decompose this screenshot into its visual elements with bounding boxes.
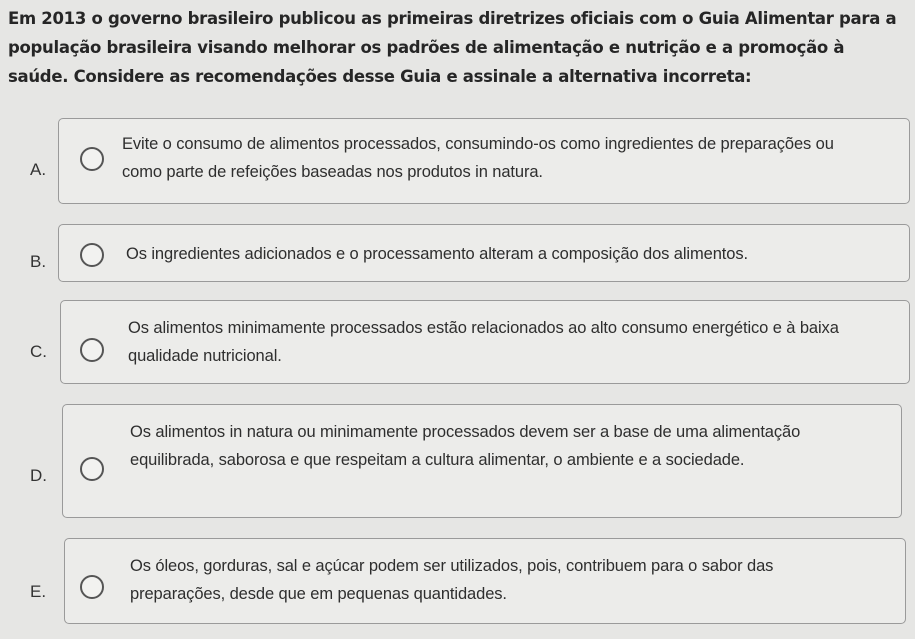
option-a-letter: A. xyxy=(30,160,47,179)
option-c-letter: C. xyxy=(30,342,47,361)
option-a-radio[interactable] xyxy=(80,147,104,171)
option-b-radio[interactable] xyxy=(80,243,104,267)
option-c-radio[interactable] xyxy=(80,338,104,362)
question-text: Em 2013 o governo brasileiro publicou as primeiras diretrizes oficiais com o Guia Alimentar para a população brasileira visando melhorar os padrões de alimentação e nutrição e a promoção à saúde. Considere as recomendações desse Guia e assinale a alternativa incorreta: xyxy=(8,9,897,86)
option-c-text: Os alimentos minimamente processados estão relacionados ao alto consumo energético e à baixa qualidade nutricional. xyxy=(128,319,839,365)
option-d-letter: D. xyxy=(30,466,47,485)
option-d-text: Os alimentos in natura ou minimamente processados devem ser a base de uma alimentação equilibrada, saborosa e que respeitam a cultura alimentar, o ambiente e a sociedade. xyxy=(130,423,801,469)
option-b-letter: B. xyxy=(30,252,47,271)
option-e-radio[interactable] xyxy=(80,575,104,599)
option-e-text: Os óleos, gorduras, sal e açúcar podem ser utilizados, pois, contribuem para o sabor das preparações, desde que em pequenas quantidades. xyxy=(130,557,774,603)
option-e-letter: E. xyxy=(30,582,47,601)
option-a-text: Evite o consumo de alimentos processados, consumindo-os como ingredientes de preparações ou como parte de refeições baseadas nos produtos in natura. xyxy=(122,135,834,181)
option-d-radio[interactable] xyxy=(80,457,104,481)
option-b-text: Os ingredientes adicionados e o processamento alteram a composição dos alimentos. xyxy=(126,245,748,263)
